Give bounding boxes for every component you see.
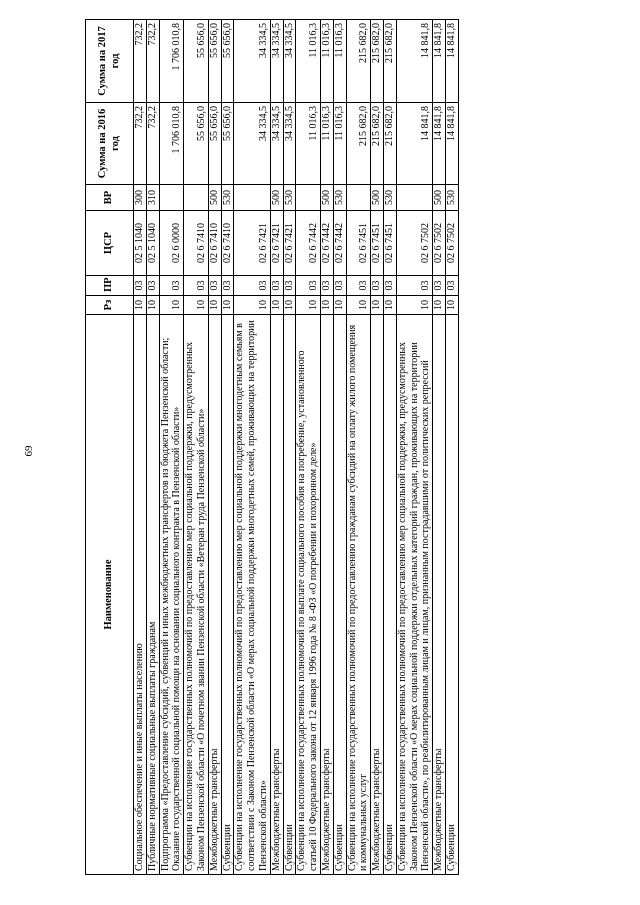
cell-rz: 10 xyxy=(221,296,234,315)
cell-csr: 02 6 7421 xyxy=(270,211,283,276)
cell-pr: 03 xyxy=(296,276,321,296)
cell-sum-2016: 34 334,5 xyxy=(270,103,283,185)
cell-sum-2016: 55 656,0 xyxy=(221,103,234,185)
table-row xyxy=(221,20,234,875)
cell-name: Межбюджетные трансферты xyxy=(433,315,446,875)
cell-sum-2017: 14 841,8 xyxy=(445,20,458,103)
cell-name: Субвенции xyxy=(333,315,346,875)
cell-csr: 02 6 7451 xyxy=(371,211,384,276)
cell-vr: 500 xyxy=(320,185,333,211)
cell-sum-2017: 215 682,0 xyxy=(383,20,396,103)
cell-name: Субвенции xyxy=(283,315,296,875)
table-row xyxy=(234,20,270,875)
table-body xyxy=(134,20,459,875)
cell-csr: 02 5 1040 xyxy=(146,211,159,276)
cell-sum-2016: 1 706 010,8 xyxy=(159,103,184,185)
cell-name: Социальное обеспечение и иные выплаты населению xyxy=(134,315,147,875)
table-row xyxy=(270,20,283,875)
cell-vr xyxy=(159,185,184,211)
cell-rz: 10 xyxy=(296,296,321,315)
cell-sum-2017: 14 841,8 xyxy=(396,20,432,103)
cell-name: Субвенции на исполнение государственных полномочий по предоставлению мер социальной поддержки, предусмотренных Законом Пензенской области «О почетном звании Пензенской области «Ветеран труда Пензенской области» xyxy=(184,315,209,875)
cell-rz: 10 xyxy=(333,296,346,315)
cell-sum-2017: 11 016,3 xyxy=(320,20,333,103)
cell-sum-2017: 34 334,5 xyxy=(283,20,296,103)
cell-rz: 10 xyxy=(270,296,283,315)
cell-vr: 500 xyxy=(433,185,446,211)
table-row xyxy=(433,20,446,875)
cell-pr: 03 xyxy=(396,276,432,296)
cell-pr: 03 xyxy=(234,276,270,296)
header-sum-2016: Сумма на 2016 год xyxy=(86,103,134,185)
cell-vr: 500 xyxy=(208,185,221,211)
header-name: Наименование xyxy=(86,315,134,875)
table-row xyxy=(208,20,221,875)
cell-name: Субвенции на исполнение государственных полномочий по предоставлению мер социальной поддержки многодетным семьям в соответствии с Законом Пензенской области «О мерах социальной поддержки многодетных семей, проживающих на территории Пензенской области» xyxy=(234,315,270,875)
cell-rz: 10 xyxy=(234,296,270,315)
cell-csr: 02 6 7421 xyxy=(234,211,270,276)
cell-csr: 02 6 7421 xyxy=(283,211,296,276)
table-row xyxy=(296,20,321,875)
cell-csr: 02 6 7410 xyxy=(221,211,234,276)
cell-name: Межбюджетные трансферты xyxy=(270,315,283,875)
cell-sum-2016: 55 656,0 xyxy=(184,103,209,185)
table-row xyxy=(445,20,458,875)
cell-rz: 10 xyxy=(283,296,296,315)
cell-name: Подпрограмма «Предоставление субсидий, субвенций и иных межбюджетных трансфертов из бюджета Пензенской области; Оказание государственной социальной помощи на основании социального контракта в Пензенской области» xyxy=(159,315,184,875)
cell-pr: 03 xyxy=(283,276,296,296)
cell-rz: 10 xyxy=(184,296,209,315)
cell-pr: 03 xyxy=(433,276,446,296)
cell-vr xyxy=(184,185,209,211)
cell-sum-2016: 34 334,5 xyxy=(234,103,270,185)
cell-name: Субвенции на исполнение государственных полномочий по предоставлению мер социальной поддержки, предусмотренных Законом Пензенской области «О мерах социальной поддержки отдельных категорий граждан, проживающих на территории Пензенской области», по реабилитированным лицам и лицам, признанным пострадавшими от политических репрессий xyxy=(396,315,432,875)
cell-rz: 10 xyxy=(146,296,159,315)
cell-csr: 02 6 7451 xyxy=(346,211,371,276)
cell-sum-2016: 11 016,3 xyxy=(296,103,321,185)
cell-rz: 10 xyxy=(396,296,432,315)
cell-csr: 02 6 7442 xyxy=(296,211,321,276)
cell-sum-2016: 55 656,0 xyxy=(208,103,221,185)
cell-sum-2017: 55 656,0 xyxy=(208,20,221,103)
cell-pr: 03 xyxy=(221,276,234,296)
cell-pr: 03 xyxy=(208,276,221,296)
cell-csr: 02 6 7442 xyxy=(333,211,346,276)
table-row xyxy=(283,20,296,875)
cell-vr: 530 xyxy=(333,185,346,211)
cell-csr: 02 6 0000 xyxy=(159,211,184,276)
cell-sum-2016: 215 682,0 xyxy=(383,103,396,185)
cell-sum-2017: 732,2 xyxy=(146,20,159,103)
cell-csr: 02 6 7410 xyxy=(208,211,221,276)
table-row xyxy=(134,20,147,875)
cell-csr: 02 6 7451 xyxy=(383,211,396,276)
cell-sum-2017: 11 016,3 xyxy=(333,20,346,103)
cell-vr: 530 xyxy=(283,185,296,211)
cell-sum-2016: 215 682,0 xyxy=(346,103,371,185)
header-vr: ВР xyxy=(86,185,134,211)
cell-vr: 530 xyxy=(383,185,396,211)
cell-pr: 03 xyxy=(445,276,458,296)
table-row xyxy=(396,20,432,875)
cell-sum-2017: 34 334,5 xyxy=(270,20,283,103)
cell-pr: 03 xyxy=(184,276,209,296)
cell-vr xyxy=(346,185,371,211)
cell-sum-2016: 14 841,8 xyxy=(396,103,432,185)
table-row xyxy=(159,20,184,875)
cell-sum-2017: 215 682,0 xyxy=(371,20,384,103)
cell-name: Субвенции xyxy=(383,315,396,875)
cell-pr: 03 xyxy=(159,276,184,296)
cell-name: Межбюджетные трансферты xyxy=(371,315,384,875)
cell-csr: 02 6 7502 xyxy=(433,211,446,276)
cell-pr: 03 xyxy=(320,276,333,296)
cell-rz: 10 xyxy=(159,296,184,315)
cell-rz: 10 xyxy=(371,296,384,315)
cell-pr: 03 xyxy=(333,276,346,296)
cell-pr: 03 xyxy=(146,276,159,296)
header-rz: Рз xyxy=(86,296,134,315)
table-row xyxy=(320,20,333,875)
cell-rz: 10 xyxy=(433,296,446,315)
header-pr: ПР xyxy=(86,276,134,296)
cell-vr xyxy=(234,185,270,211)
cell-vr: 500 xyxy=(270,185,283,211)
cell-vr xyxy=(396,185,432,211)
cell-sum-2017: 732,2 xyxy=(134,20,147,103)
cell-name: Межбюджетные трансферты xyxy=(208,315,221,875)
cell-sum-2017: 215 682,0 xyxy=(346,20,371,103)
cell-rz: 10 xyxy=(445,296,458,315)
table-row xyxy=(371,20,384,875)
cell-csr: 02 6 7442 xyxy=(320,211,333,276)
cell-pr: 03 xyxy=(270,276,283,296)
cell-name: Субвенции на исполнение государственных полномочий по выплате социального пособия на погребение, установленного статьей 10 Федерального закона от 12 января 1996 года № 8 -ФЗ «О погребении и похоронном деле» xyxy=(296,315,321,875)
cell-rz: 10 xyxy=(208,296,221,315)
table-row xyxy=(184,20,209,875)
table-header-row xyxy=(86,20,134,875)
cell-sum-2017: 55 656,0 xyxy=(184,20,209,103)
cell-sum-2017: 34 334,5 xyxy=(234,20,270,103)
table-row xyxy=(146,20,159,875)
cell-sum-2017: 11 016,3 xyxy=(296,20,321,103)
cell-pr: 03 xyxy=(346,276,371,296)
cell-vr xyxy=(296,185,321,211)
header-sum-2017: Сумма на 2017 год xyxy=(86,20,134,103)
cell-csr: 02 6 7410 xyxy=(184,211,209,276)
cell-csr: 02 6 7502 xyxy=(396,211,432,276)
cell-rz: 10 xyxy=(134,296,147,315)
cell-sum-2017: 14 841,8 xyxy=(433,20,446,103)
cell-pr: 03 xyxy=(134,276,147,296)
cell-pr: 03 xyxy=(371,276,384,296)
cell-sum-2017: 1 706 010,8 xyxy=(159,20,184,103)
rotated-table-container xyxy=(85,20,575,875)
cell-name: Субвенции xyxy=(221,315,234,875)
cell-sum-2016: 14 841,8 xyxy=(445,103,458,185)
cell-rz: 10 xyxy=(346,296,371,315)
cell-vr: 310 xyxy=(146,185,159,211)
page-number: 69 xyxy=(23,445,35,457)
cell-csr: 02 6 7502 xyxy=(445,211,458,276)
cell-csr: 02 5 1040 xyxy=(134,211,147,276)
budget-table xyxy=(85,19,459,875)
cell-rz: 10 xyxy=(320,296,333,315)
cell-sum-2016: 732,2 xyxy=(134,103,147,185)
table-row xyxy=(333,20,346,875)
table-row xyxy=(346,20,371,875)
cell-sum-2016: 11 016,3 xyxy=(333,103,346,185)
cell-vr: 530 xyxy=(221,185,234,211)
cell-sum-2016: 34 334,5 xyxy=(283,103,296,185)
cell-pr: 03 xyxy=(383,276,396,296)
cell-name: Публичные нормативные социальные выплаты гражданам xyxy=(146,315,159,875)
cell-rz: 10 xyxy=(383,296,396,315)
cell-vr: 530 xyxy=(445,185,458,211)
cell-sum-2016: 11 016,3 xyxy=(320,103,333,185)
header-csr: ЦСР xyxy=(86,211,134,276)
cell-vr: 300 xyxy=(134,185,147,211)
cell-name: Субвенции xyxy=(445,315,458,875)
cell-sum-2016: 215 682,0 xyxy=(371,103,384,185)
cell-sum-2016: 14 841,8 xyxy=(433,103,446,185)
cell-sum-2016: 732,2 xyxy=(146,103,159,185)
cell-vr: 500 xyxy=(371,185,384,211)
table-row xyxy=(383,20,396,875)
cell-name: Межбюджетные трансферты xyxy=(320,315,333,875)
cell-name: Субвенции на исполнение государственных полномочий по предоставлению гражданам субсидий на оплату жилого помещения и коммунальных услуг xyxy=(346,315,371,875)
cell-sum-2017: 55 656,0 xyxy=(221,20,234,103)
